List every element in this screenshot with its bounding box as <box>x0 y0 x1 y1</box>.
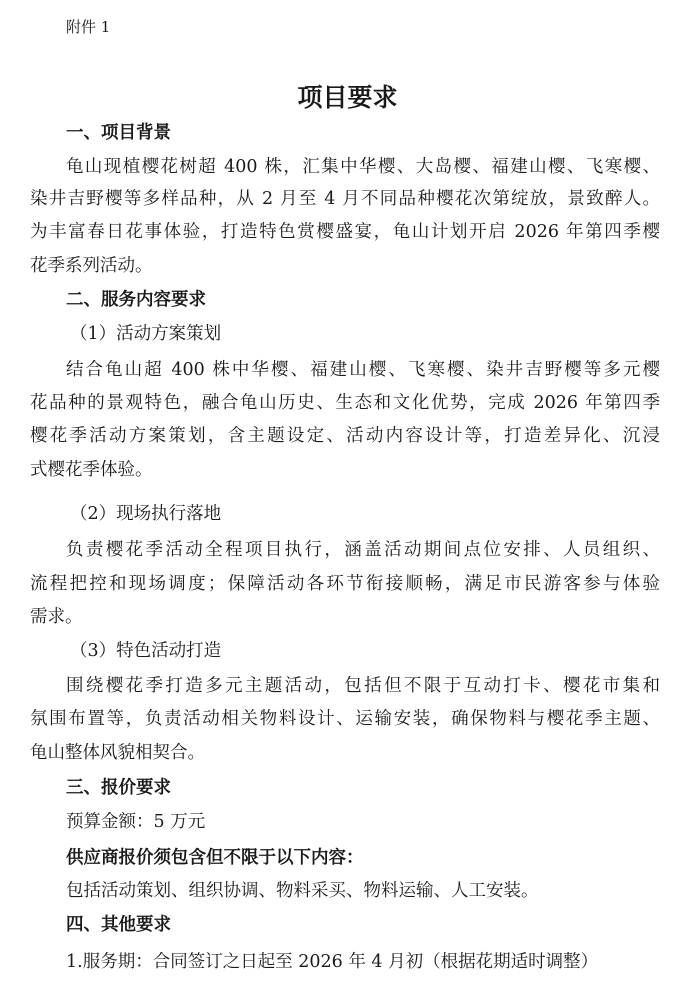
subheading-execution: （2）现场执行落地 <box>70 504 222 524</box>
paragraph-line: 需求。 <box>30 607 83 627</box>
subheading-planning: （1）活动方案策划 <box>70 324 222 344</box>
paragraph-line: 花季系列活动。 <box>30 256 153 276</box>
paragraph-line: 樱花季活动方案策划，含主题设定、活动内容设计等，打造差异化、沉浸 <box>30 426 660 446</box>
quotation-scope-heading: 供应商报价须包含但不限于以下内容： <box>66 848 364 868</box>
section-heading-background: 一、项目背景 <box>66 123 171 143</box>
paragraph-line: 式樱花季体验。 <box>30 460 153 480</box>
paragraph-line: 为丰富春日花事体验，打造特色赏樱盛宴，龟山计划开启 2026 年第四季樱 <box>30 222 660 242</box>
paragraph-line: 花品种的景观特色，融合龟山历史、生态和文化优势，完成 2026 年第四季 <box>30 393 660 413</box>
paragraph-line: 染井吉野樱等多样品种，从 2 月至 4 月不同品种樱花次第绽放，景致醉人。 <box>30 189 660 209</box>
subheading-activities: （3）特色活动打造 <box>70 641 222 661</box>
paragraph-line: 龟山整体风貌相契合。 <box>30 743 205 763</box>
page-title: 项目要求 <box>297 83 398 112</box>
attachment-label: 附件 1 <box>66 18 111 36</box>
section-heading-other: 四、其他要求 <box>66 915 171 935</box>
paragraph-line: 负责樱花季活动全程项目执行，涵盖活动期间点位安排、人员组织、 <box>66 540 660 560</box>
paragraph-line: 流程把控和现场调度；保障活动各环节衔接顺畅，满足市民游客参与体验 <box>30 574 660 594</box>
service-period-line: 1.服务期：合同签订之日起至 2026 年 4 月初（根据花期适时调整） <box>66 952 599 972</box>
budget-amount: 预算金额：5 万元 <box>66 812 206 832</box>
paragraph-line: 围绕樱花季打造多元主题活动，包括但不限于互动打卡、樱花市集和 <box>66 676 660 696</box>
paragraph-line: 氛围布置等，负责活动相关物料设计、运输安装，确保物料与樱花季主题、 <box>30 709 660 729</box>
quotation-scope-line: 包括活动策划、组织协调、物料采买、物料运输、人工安装。 <box>66 881 539 901</box>
paragraph-line: 结合龟山超 400 株中华樱、福建山樱、飞寒樱、染井吉野樱等多元樱 <box>66 360 660 380</box>
section-heading-quotation: 三、报价要求 <box>66 778 171 798</box>
section-heading-service: 二、服务内容要求 <box>66 290 206 310</box>
paragraph-line: 龟山现植樱花树超 400 株，汇集中华樱、大岛樱、福建山樱、飞寒樱、 <box>66 157 660 177</box>
